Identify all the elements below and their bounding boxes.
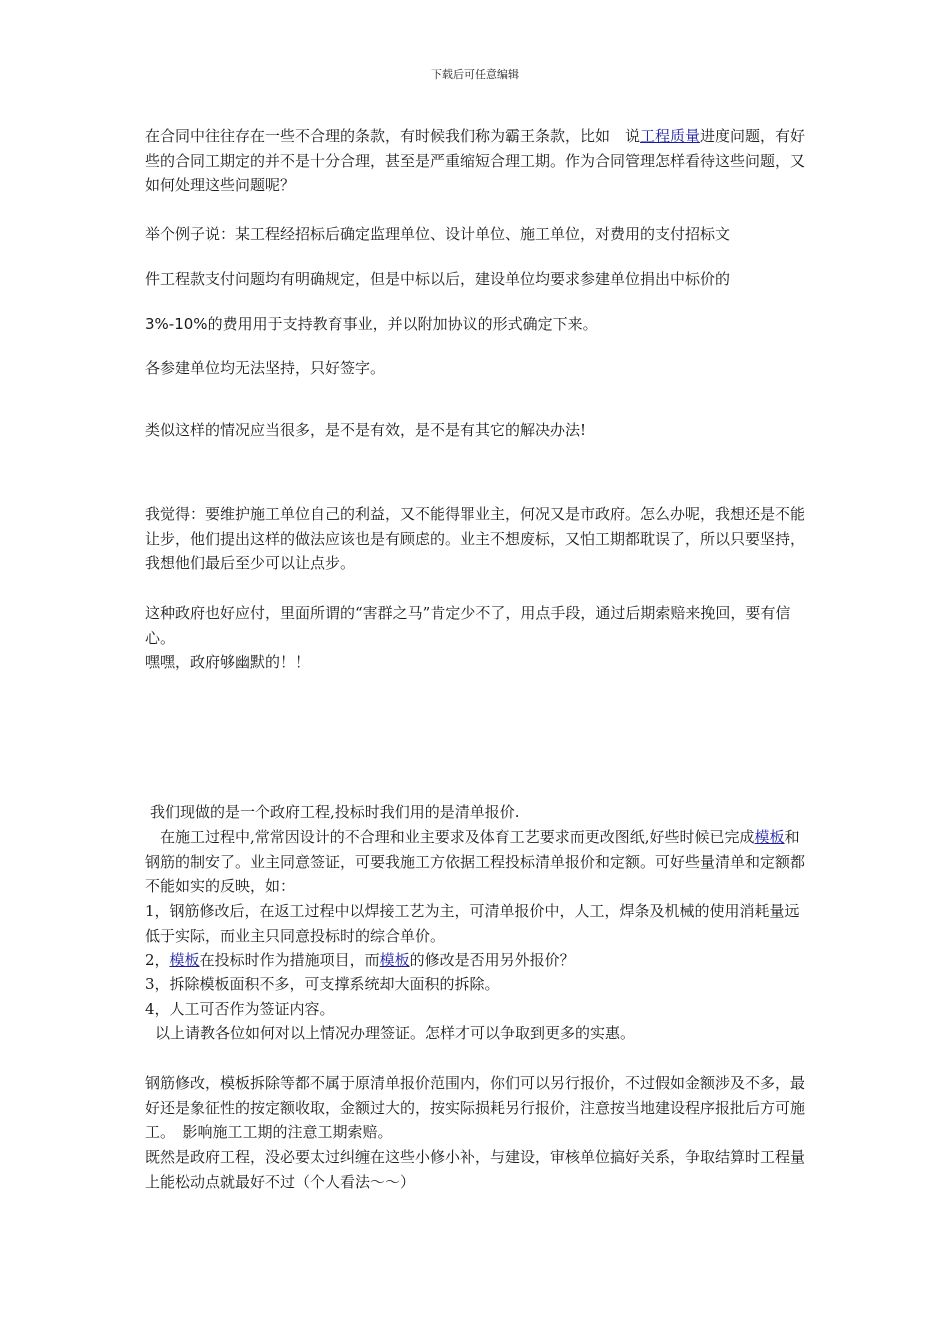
paragraph-request: 以上请教各位如何对以上情况办理签证。怎样才可以争取到更多的实惠。	[155, 1024, 636, 1042]
link-engineering-quality[interactable]: 工程质量	[640, 127, 701, 145]
paragraph-reply-2: 既然是政府工程，没必要太过纠缠在这些小修小补，与建设，审核单位搞好关系，争取结算时工程量上能松动点就最好不过（个人看法～～）	[145, 1148, 806, 1191]
text: 在投标时作为措施项目，而	[199, 951, 380, 969]
list-item-1: 1，钢筋修改后，在返工过程中以焊接工艺为主，可清单报价中，人工，焊条及机械的使用消耗量远低于实际，而业主只同意投标时的综合单价。	[145, 902, 800, 945]
paragraph-example-line2: 件工程款支付问题均有明确规定，但是中标以后，建设单位均要求参建单位捐出中标价的	[145, 270, 731, 288]
list-item-4: 4，人工可否作为签证内容。	[145, 1000, 335, 1018]
paragraph-construction	[145, 825, 810, 899]
text: 在施工过程中,常常因设计的不合理和业主要求及体育工艺要求而更改图纸,好些时候已完成	[160, 828, 755, 846]
list-item-3: 3，拆除模板面积不多，可支撑系统却大面积的拆除。	[145, 975, 500, 993]
paragraph-question: 类似这样的情况应当很多，是不是有效，是不是有其它的解决办法!	[145, 421, 587, 439]
link-formwork[interactable]: 模板	[379, 951, 410, 969]
text: 2，	[145, 951, 170, 969]
paragraph-example-line1: 举个例子说：某工程经招标后确定监理单位、设计单位、施工单位，对费用的支付招标文	[145, 225, 731, 243]
paragraph-sign: 各参建单位均无法坚持，只好签字。	[145, 359, 386, 377]
list-item-2	[145, 948, 810, 973]
paragraph-project: 我们现做的是一个政府工程,投标时我们用的是清单报价.	[150, 803, 520, 821]
page-header: 下载后可任意编辑	[431, 68, 519, 81]
paragraph-reply: 钢筋修改，模板拆除等都不属于原清单报价范围内，你们可以另行报价，不过假如金额涉及不多，最好还是象征性的按定额收取，金额过大的，按实际损耗另行报价，注意按当地建设程序报批后方可施工。 影响施工工期的注意工期索赔。	[145, 1074, 806, 1141]
text: 的修改是否用另外报价？	[409, 951, 575, 969]
text: 和钢筋的制安了。业主同意签证，可要我施工方依据工程投标清单报价和定额。可好些量清单和定额都不能如实的反映，如：	[145, 828, 806, 895]
paragraph-contract-terms	[145, 124, 810, 198]
paragraph-government: 这种政府也好应付，里面所谓的“害群之马”肯定少不了，用点手段，通过后期索赔来挽回，要有信心。	[145, 604, 791, 647]
link-formwork[interactable]: 模板	[169, 951, 200, 969]
paragraph-humor: 嘿嘿，政府够幽默的！！	[145, 653, 311, 671]
text: 进度问题，有好些的合同工期定的并不是十分合理，甚至是严重缩短合理工期。作为合同管理怎样看待这些问题，又如何处理这些问题呢？	[145, 127, 806, 194]
paragraph-example-line3	[145, 312, 810, 337]
link-formwork[interactable]: 模板	[754, 828, 785, 846]
paragraph-opinion: 我觉得：要维护施工单位自己的利益，又不能得罪业主，何况又是市政府。怎么办呢，我想还是不能让步，他们提出这样的做法应该也是有顾虑的。业主不想废标，又怕工期都耽误了，所以只要坚持，我想他们最后至少可以让点步。	[145, 505, 806, 572]
percentage: 3%-10%	[145, 315, 208, 333]
text: 在合同中往往存在一些不合理的条款，有时候我们称为霸王条款，比如 说	[145, 127, 641, 145]
text: 的费用用于支持教育事业，并以附加协议的形式确定下来。	[207, 315, 598, 333]
